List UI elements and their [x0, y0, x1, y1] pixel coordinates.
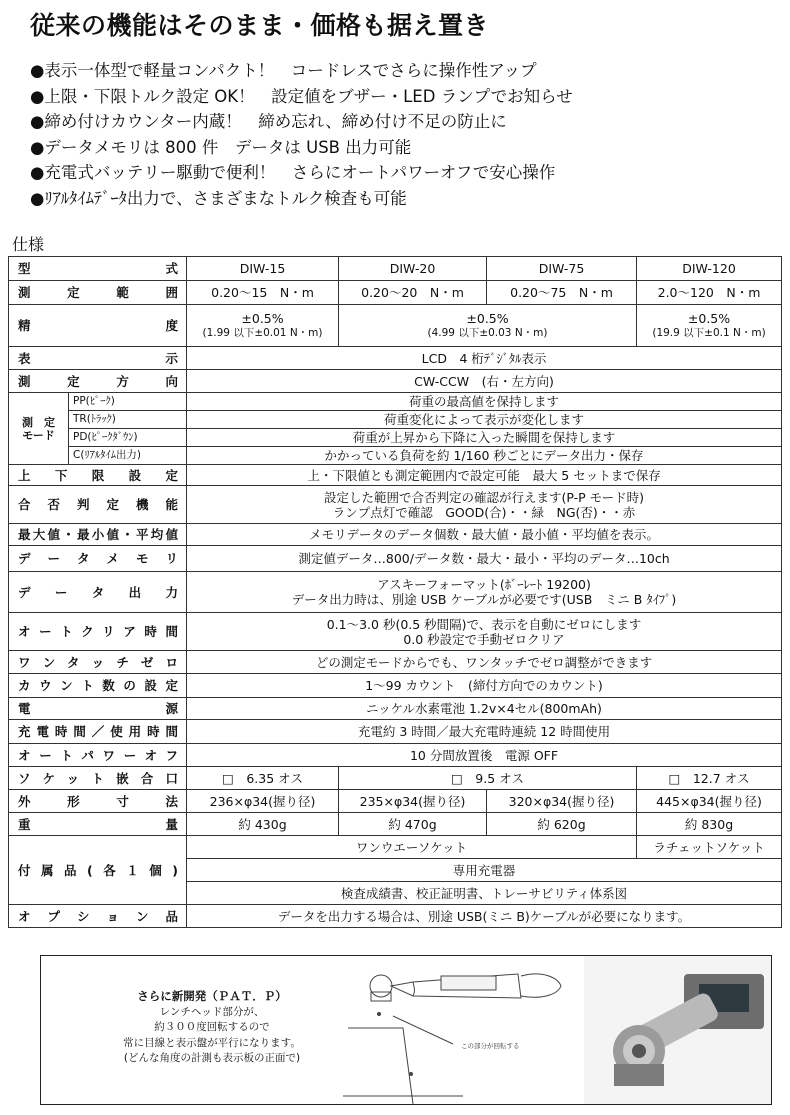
accessory-value: 専用充電器: [187, 859, 782, 882]
feature-item: ●ﾘｱﾙﾀｲﾑﾃﾞｰﾀ出力で、さまざまなトルク検査も可能: [30, 188, 407, 208]
charge-value: 充電約 3 時間／最大充電時連続 12 時間使用: [187, 720, 782, 744]
model-cell: DIW-20: [339, 257, 487, 281]
accuracy-sub: (4.99 以下±0.03 N・m): [427, 326, 548, 339]
maxmin-value: メモリデータのデータ個数・最大値・最小値・平均値を表示。: [187, 524, 782, 546]
maxmin-label: 最大値・最小値・平均値: [9, 524, 187, 546]
mode-desc: 荷重が上昇から下降に入った瞬間を保持します: [187, 429, 782, 447]
accuracy-label: 精 度: [9, 305, 187, 347]
accessory-value: ワンウエーソケット: [187, 836, 637, 859]
range-cell: 2.0～120 N・m: [637, 281, 782, 305]
row-model: [9, 257, 782, 281]
wrench-head-photo: [584, 956, 771, 1104]
feature-item: ●データメモリは 800 件 データは USB 出力可能: [30, 137, 412, 157]
mode-desc: 荷重変化によって表示が変化します: [187, 411, 782, 429]
display-value: LCD 4 桁ﾃﾞｼﾞﾀﾙ表示: [187, 347, 782, 370]
row-memory: [9, 546, 782, 572]
row-maxmin: [9, 524, 782, 546]
row-mode: [9, 429, 782, 447]
socket-cell: □ 12.7 オス: [637, 767, 782, 790]
autooff-value: 10 分間放置後 電源 OFF: [187, 744, 782, 767]
socket-cell: □ 9.5 オス: [339, 767, 637, 790]
accuracy-main: ±0.5%: [241, 310, 284, 326]
spec-table: [8, 256, 782, 928]
accessory-label: 付属品(各１個): [9, 836, 187, 905]
weight-cell: 約 430g: [187, 813, 339, 836]
accuracy-sub: (19.9 以下±0.1 N・m): [652, 326, 766, 339]
accuracy-main: ±0.5%: [466, 310, 509, 326]
row-autoclear: [9, 613, 782, 651]
socket-cell: □ 6.35 オス: [187, 767, 339, 790]
autoclear-label: オートクリア時間: [9, 613, 187, 651]
diagram-note: この部分が回転する: [461, 1042, 520, 1050]
charge-label: 充電時間／使用時間: [9, 720, 187, 744]
count-value: 1～99 カウント (締付方向でのカウント): [187, 674, 782, 698]
row-range: [9, 281, 782, 305]
model-label: 型 式: [9, 257, 187, 281]
model-cell: DIW-75: [487, 257, 637, 281]
row-accuracy: [9, 305, 782, 347]
row-direction: [9, 370, 782, 393]
range-cell: 0.20～75 N・m: [487, 281, 637, 305]
dims-cell: 445×φ34(握り径): [637, 790, 782, 813]
new-development-line: (どんな角度の計測も表示板の正面で): [123, 1052, 301, 1064]
weight-cell: 約 830g: [637, 813, 782, 836]
feature-item: ●締め付けカウンター内蔵！ 締め忘れ、締め付け不足の防止に: [30, 112, 507, 131]
model-cell: DIW-15: [187, 257, 339, 281]
accuracy-main: ±0.5%: [687, 310, 731, 326]
accuracy-sub: (1.99 以下±0.01 N・m): [202, 326, 323, 339]
row-dims: [9, 790, 782, 813]
mode-name: C(ﾘｱﾙﾀｲﾑ出力): [69, 447, 187, 465]
direction-value: CW-CCW (右・左方向): [187, 370, 782, 393]
limit-value: 上・下限値とも測定範囲内で設定可能 最大 5 セットまで保存: [187, 465, 782, 486]
accuracy-cell: [637, 305, 782, 347]
weight-cell: 約 620g: [487, 813, 637, 836]
model-cell: DIW-120: [637, 257, 782, 281]
row-mode: [9, 447, 782, 465]
mode-name: PD(ﾋﾟｰｸﾀﾞｳﾝ): [69, 429, 187, 447]
option-label: オ プ シ ョ ン 品: [9, 905, 187, 928]
weight-cell: 約 470g: [339, 813, 487, 836]
new-development-line: 常に目線と表示盤が平行になります。: [123, 1036, 301, 1049]
row-socket: [9, 767, 782, 790]
socket-label: ソケット嵌合口: [9, 767, 187, 790]
accessory-value: ラチェットソケット: [637, 836, 782, 859]
range-label: 測 定 範 囲: [9, 281, 187, 305]
new-development-text: [81, 989, 343, 1067]
power-value: ニッケル水素電池 1.2v×4セル(800mAh): [187, 698, 782, 720]
row-output: [9, 572, 782, 613]
range-cell: 0.20～20 N・m: [339, 281, 487, 305]
dims-cell: 235×φ34(握り径): [339, 790, 487, 813]
row-display: [9, 347, 782, 370]
dims-label: 外 形 寸 法: [9, 790, 187, 813]
option-value: データを出力する場合は、別途 USB(ミニ B)ケーブルが必要になります。: [187, 905, 782, 928]
accuracy-cell: [187, 305, 339, 347]
onetouch-label: ワンタッチゼロ: [9, 651, 187, 674]
memory-label: デ ー タ メ モ リ: [9, 546, 187, 572]
row-mode: [9, 393, 782, 411]
limit-label: 上 下 限 設 定: [9, 465, 187, 486]
display-label: 表 示: [9, 347, 187, 370]
row-charge: [9, 720, 782, 744]
mode-desc: かかっている負荷を約 1/160 秒ごとにデータ出力・保存: [187, 447, 782, 465]
direction-label: 測 定 方 向: [9, 370, 187, 393]
row-accessory: [9, 836, 782, 859]
mode-name: TR(ﾄﾗｯｸ): [69, 411, 187, 429]
output-value: アスキーフォーマット(ﾎﾞｰﾚｰﾄ 19200) データ出力時は、別途 USB ケーブルが必要です(USB ミニ B ﾀｲﾌﾟ): [187, 572, 782, 613]
dims-cell: 236×φ34(握り径): [187, 790, 339, 813]
new-development-line: レンチヘッド部分が、: [159, 1005, 265, 1018]
weight-label: 重 量: [9, 813, 187, 836]
accessory-value: 検査成績書、校正証明書、トレーサビリティ体系図: [187, 882, 782, 905]
onetouch-value: どの測定モードからでも、ワンタッチでゼロ調整ができます: [187, 651, 782, 674]
row-mode: [9, 411, 782, 429]
row-judge: [9, 486, 782, 524]
autooff-label: オートパワーオフ: [9, 744, 187, 767]
spec-title: 仕様: [12, 235, 45, 254]
row-power: [9, 698, 782, 720]
wrench-diagram: [343, 956, 603, 1104]
feature-list: [30, 58, 573, 211]
output-label: デ ー タ 出 力: [9, 572, 187, 613]
row-onetouch: [9, 651, 782, 674]
headline: 従来の機能はそのまま・価格も据え置き: [30, 11, 490, 40]
row-option: [9, 905, 782, 928]
range-cell: 0.20～15 N・m: [187, 281, 339, 305]
feature-item: ●上限・下限トルク設定 OK！ 設定値をブザー・LED ランプでお知らせ: [30, 86, 573, 106]
autoclear-value: 0.1～3.0 秒(0.5 秒間隔)で、表示を自動にゼロにします 0.0 秒設定で手動ゼロクリア: [187, 613, 782, 651]
feature-item: ●表示一体型で軽量コンパクト！ コードレスでさらに操作性アップ: [30, 61, 537, 80]
mode-name: PP(ﾋﾟｰｸ): [69, 393, 187, 411]
new-development-line: 約３００度回転するので: [154, 1021, 270, 1033]
count-label: カウント数の設定: [9, 674, 187, 698]
row-limit: [9, 465, 782, 486]
dims-cell: 320×φ34(握り径): [487, 790, 637, 813]
feature-item: ●充電式バッテリー駆動で便利！ さらにオートパワーオフで安心操作: [30, 163, 556, 182]
mode-desc: 荷重の最高値を保持します: [187, 393, 782, 411]
mode-label: 測 定 モード: [9, 393, 69, 465]
new-development-box: [40, 955, 772, 1105]
new-development-title: さらに新開発（ＰＡＴ．Ｐ）: [137, 989, 287, 1003]
row-count: [9, 674, 782, 698]
power-label: 電 源: [9, 698, 187, 720]
row-autooff: [9, 744, 782, 767]
accuracy-cell: [339, 305, 637, 347]
judge-label: 合 否 判 定 機 能: [9, 486, 187, 524]
row-weight: [9, 813, 782, 836]
memory-value: 測定値データ…800/データ数・最大・最小・平均のデータ…10ch: [187, 546, 782, 572]
judge-value: 設定した範囲で合否判定の確認が行えます(P-P モード時) ランプ点灯で確認 GOOD(合)・・緑 NG(否)・・赤: [187, 486, 782, 524]
